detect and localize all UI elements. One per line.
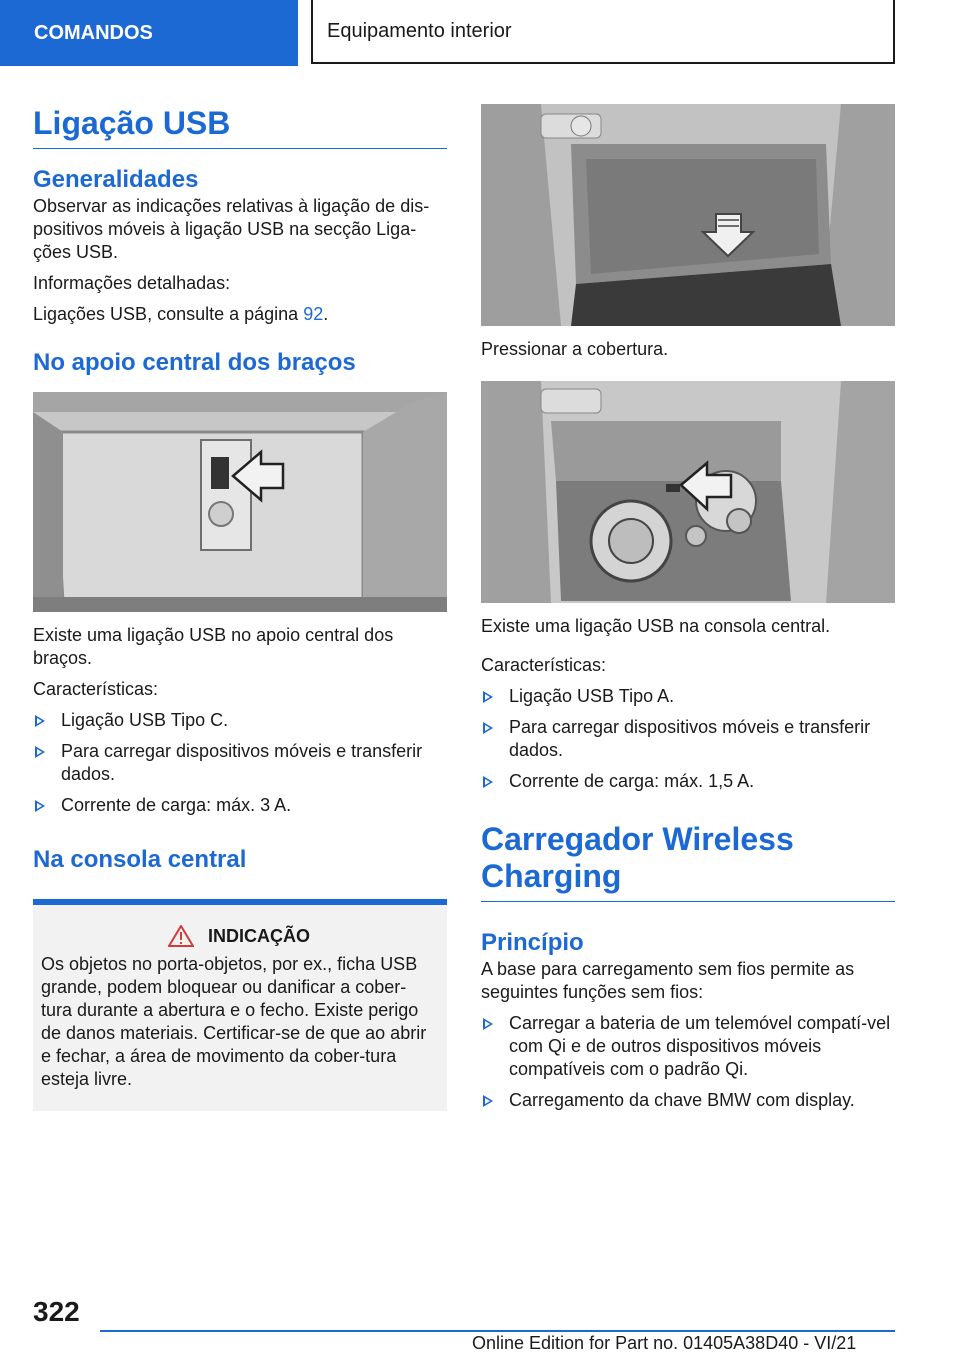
console-cover-photo [481,104,895,326]
page-link[interactable]: 92 [303,304,324,324]
list-item: Corrente de carga: máx. 3 A. [33,794,447,817]
bullet-triangle-icon [483,722,493,734]
caption-apoio: Existe uma ligação USB no apoio central dos braços. [33,625,394,668]
section-tab [0,0,298,66]
list-item: Para carregar dispositivos móveis e transferir dados. [481,716,895,762]
bullet-triangle-icon [483,1095,493,1107]
notice-box [33,899,447,1111]
notice-text: Os objetos no porta-objetos, por ex., ficha USB grande, podem bloquear ou danificar a cober-tura durante a abertura e o fecho. Existe perigo de danos materiais. Certificar-se de que ao abrir e fechar, a área de movimento da cober-tura esteja livre. [41,954,427,1089]
section-label: COMANDOS [34,21,153,44]
features-list-consola [481,685,895,793]
left-column [33,104,447,1111]
bullet-triangle-icon [35,715,45,727]
footer-rule [100,1330,895,1332]
list-item: Ligação USB Tipo C. [33,709,447,732]
heading-principio: Princípio [481,929,584,956]
footer-edition: Online Edition for Part no. 01405A38D40 - VI/21 [472,1333,857,1353]
bullet-triangle-icon [483,776,493,788]
paragraph-principio: A base para carregamento sem fios permite as seguintes funções sem fios: [481,959,855,1002]
features-list-wireless [481,1012,895,1112]
ref-prefix: Ligações USB, consulte a página [33,304,304,324]
bullet-triangle-icon [483,691,493,703]
list-item: Corrente de carga: máx. 1,5 A. [481,770,895,793]
bullet-triangle-icon [35,746,45,758]
list-item: Para carregar dispositivos móveis e transferir dados. [33,740,447,786]
list-item: Carregamento da chave BMW com display. [481,1089,895,1112]
warning-icon [168,925,194,947]
chapter-header [311,0,895,64]
caption-consola: Existe uma ligação USB na consola central. [481,616,831,636]
heading-consola: Na consola central [33,846,247,873]
console-usb-photo [481,381,895,603]
chapter-label: Equipamento interior [327,19,512,42]
list-item: Carregar a bateria de um telemóvel compatí-vel com Qi e de outros dispositivos móveis compatíveis com o padrão Qi. [481,1012,895,1081]
bullet-triangle-icon [35,800,45,812]
ref-suffix: . [323,304,329,324]
paragraph-informacoes: Informações detalhadas: [33,273,231,293]
paragraph-generalidades: Observar as indicações relativas à ligação de dis-positivos móveis à ligação USB na secção Liga-ções USB. [33,196,430,262]
caption-pressionar: Pressionar a cobertura. [481,339,669,359]
page-number: 322 [33,1296,80,1327]
features-label-consola: Características: [481,655,607,675]
list-item: Ligação USB Tipo A. [481,685,895,708]
page-title: Ligação USB [33,104,447,149]
right-column [481,104,895,1120]
armrest-usb-photo [33,392,447,612]
heading-apoio: No apoio central dos braços [33,349,356,376]
notice-title: INDICAÇÃO [41,925,437,947]
bullet-triangle-icon [483,1018,493,1030]
heading-generalidades: Generalidades [33,166,199,193]
heading-wireless: Carregador Wireless Charging [481,821,895,902]
paragraph-ligacoes-ref [33,303,447,326]
features-list-apoio [33,709,447,817]
features-label-apoio: Características: [33,679,159,699]
